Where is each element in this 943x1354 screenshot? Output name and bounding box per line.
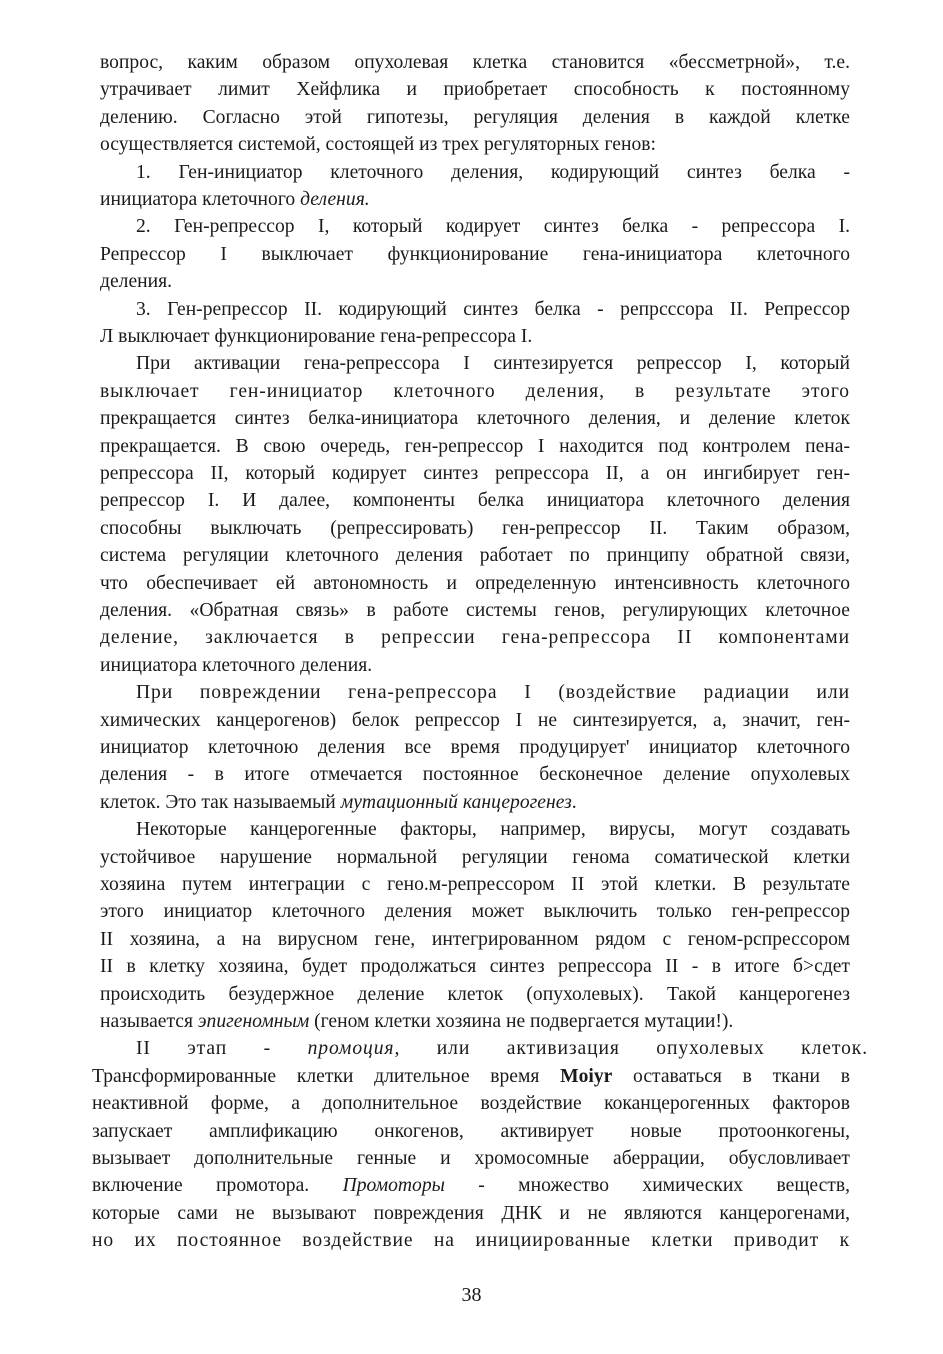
text-line — [92, 1119, 850, 1145]
text-segment: называется — [100, 1011, 198, 1032]
text-segment: инициатор клеточною деления все время продуцирует' инициатор клеточного — [100, 737, 850, 758]
text-segment: II в клетку хозяина, будет продолжаться синтез репрессора II - в итоге б>сдет — [100, 956, 850, 978]
text-line — [136, 817, 850, 843]
text-segment: оставаться в ткани в — [612, 1065, 850, 1087]
text-segment: но их постоянное воздействие на инициированные клетки приводит к — [92, 1230, 850, 1252]
text-segment: хозяина путем интеграции с гено.м-репрессором II этой клетки. В результате — [100, 874, 850, 895]
text-line — [100, 434, 850, 460]
text-line — [100, 488, 850, 514]
text-segment: Л выключает функционирование гена-репрессора I. — [100, 326, 533, 347]
text-line — [136, 214, 850, 240]
text-line — [100, 324, 532, 350]
text-line — [92, 1173, 850, 1199]
text-line — [100, 845, 850, 871]
text-line — [100, 927, 850, 953]
text-segment: прекращается синтез белка-инициатора клеточного деления, и деление клеток — [100, 408, 850, 430]
text-line — [100, 406, 850, 432]
text-segment: Репрессор I выключает функционирование гена-инициатора клеточного — [100, 243, 850, 265]
text-segment: 2. Ген-репрессор I, который кодирует синтез белка - репрессора I. — [136, 216, 850, 238]
text-line — [136, 680, 850, 706]
text-segment: репрессор I. И далее, компоненты белка инициатора клеточного деления — [100, 490, 850, 512]
text-segment: II этап - — [136, 1038, 308, 1060]
italic-term: мутационный канцерогенез — [340, 791, 572, 813]
text-segment: происходить безудержное деление клеток (опухолевых). Такой канцерогенез — [100, 983, 850, 1005]
text-line — [92, 1064, 850, 1090]
italic-term: деления. — [300, 189, 370, 210]
text-line — [100, 132, 656, 158]
text-segment: инициатора клеточного деления. — [100, 654, 373, 676]
text-segment: 1. Ген-инициатор клеточного деления, кодирующий синтез белка - — [136, 161, 850, 183]
text-segment: неактивной форме, а дополнительное воздействие коканцерогенных факторов — [92, 1093, 850, 1115]
text-segment: деления. — [100, 271, 173, 293]
text-line — [100, 1009, 733, 1035]
text-line — [136, 1036, 868, 1062]
page-number: 38 — [461, 1284, 482, 1306]
text-segment: включение промотора. — [92, 1175, 343, 1197]
text-segment: прекращается. В свою очередь, ген-репрессор I находится под контролем пена- — [100, 435, 850, 457]
text-line — [100, 242, 850, 268]
text-line — [100, 735, 850, 761]
text-segment: система регуляции клеточного деления работает по принципу обратной связи, — [100, 545, 850, 567]
text-segment: химических канцерогенов) белок репрессор I не синтезируется, а, значит, ген- — [100, 709, 850, 731]
text-line — [100, 653, 372, 679]
text-line — [100, 708, 850, 734]
text-line — [100, 77, 850, 103]
text-line — [100, 872, 850, 898]
text-line — [100, 516, 850, 542]
text-segment: деление, заключается в репрессии гена-репрессора II компонентами — [100, 627, 850, 649]
text-segment: клеток. Это так называемый — [100, 791, 341, 813]
bold-term: Moiyr — [560, 1065, 613, 1087]
text-segment: которые сами не вызывают повреждения ДНК и не являются канцерогенами, — [92, 1202, 850, 1224]
text-segment: делению. Согласно этой гипотезы, регуляция деления в каждой клетке — [100, 106, 850, 128]
text-segment: что обеспечивает ей автономность и определенную интенсивность клеточного — [100, 572, 850, 594]
text-segment: выключает ген-инициатор клеточного деления, в результате этого — [100, 380, 850, 402]
italic-term: промоция — [307, 1038, 395, 1060]
text-line — [92, 1228, 850, 1254]
text-segment: II хозяина, а на вирусном гене, интегрированном рядом с геном-рспрессором — [100, 928, 850, 950]
italic-term: эпигеномным — [197, 1011, 310, 1032]
text-segment: способны выключать (репрессировать) ген-репрессор II. Таким образом, — [100, 517, 850, 539]
italic-term: Промоторы — [342, 1175, 445, 1197]
text-segment: При активации гена-репрессора I синтезируется репрессор I, который — [136, 353, 850, 375]
text-segment: запускает амплификацию онкогенов, активирует новые протоонкогены, — [92, 1120, 850, 1142]
text-segment: утрачивает лимит Хейфлика и приобретает способность к постоянному — [100, 79, 850, 101]
text-line — [92, 1146, 850, 1172]
text-line — [100, 790, 577, 816]
text-segment: деления - в итоге отмечается постоянное бесконечное деление опухолевых — [100, 764, 850, 786]
text-line — [100, 105, 850, 131]
text-segment: устойчивое нарушение нормальной регуляции генома соматической клетки — [100, 846, 850, 868]
text-segment: репрессора II, который кодирует синтез репрессора II, а он ингибирует ген- — [100, 463, 850, 484]
text-line — [100, 269, 172, 295]
text-line — [92, 1201, 850, 1227]
text-segment: вопрос, каким образом опухолевая клетка становится «бессметрной», т.е. — [100, 52, 850, 73]
text-line — [136, 297, 850, 323]
text-segment: - множество химических веществ, — [444, 1175, 850, 1197]
text-segment: (геном клетки хозяина не подвергается мутации!). — [309, 1011, 734, 1032]
text-line — [92, 1091, 850, 1117]
text-line — [100, 762, 850, 788]
text-line — [100, 954, 850, 980]
text-segment: Некоторые канцерогенные факторы, например, вирусы, могут создавать — [136, 819, 850, 841]
text-line — [100, 50, 850, 76]
text-segment: 3. Ген-репрессор II. кодирующий синтез белка - репрсссора II. Репрессор — [136, 298, 850, 320]
text-line — [100, 899, 850, 925]
text-segment: При повреждении гена-репрессора I (воздействие радиации или — [136, 682, 850, 704]
text-line — [100, 571, 850, 597]
text-line — [100, 187, 370, 213]
text-segment: деления. «Обратная связь» в работе системы генов, регулирующих клеточное — [100, 600, 850, 621]
text-line — [136, 160, 850, 186]
text-segment: Трансформированные клетки длительное время — [92, 1065, 561, 1087]
text-segment: этого инициатор клеточного деления может выключить только ген-репрессор — [100, 901, 850, 923]
text-segment: . — [571, 791, 577, 813]
text-line — [100, 598, 850, 624]
text-segment: вызывает дополнительные генные и хромосомные аберрации, обусловливает — [92, 1148, 850, 1169]
text-segment: , или активизация опухолевых клеток. — [394, 1038, 868, 1060]
text-line — [136, 351, 850, 377]
text-line — [100, 543, 850, 569]
text-line — [100, 982, 850, 1008]
text-line — [100, 461, 850, 487]
text-segment: осуществляется системой, состоящей из трех регуляторных генов: — [100, 134, 656, 156]
text-line — [100, 379, 850, 405]
text-line — [100, 625, 850, 651]
text-segment: инициатора клеточного — [100, 189, 301, 210]
